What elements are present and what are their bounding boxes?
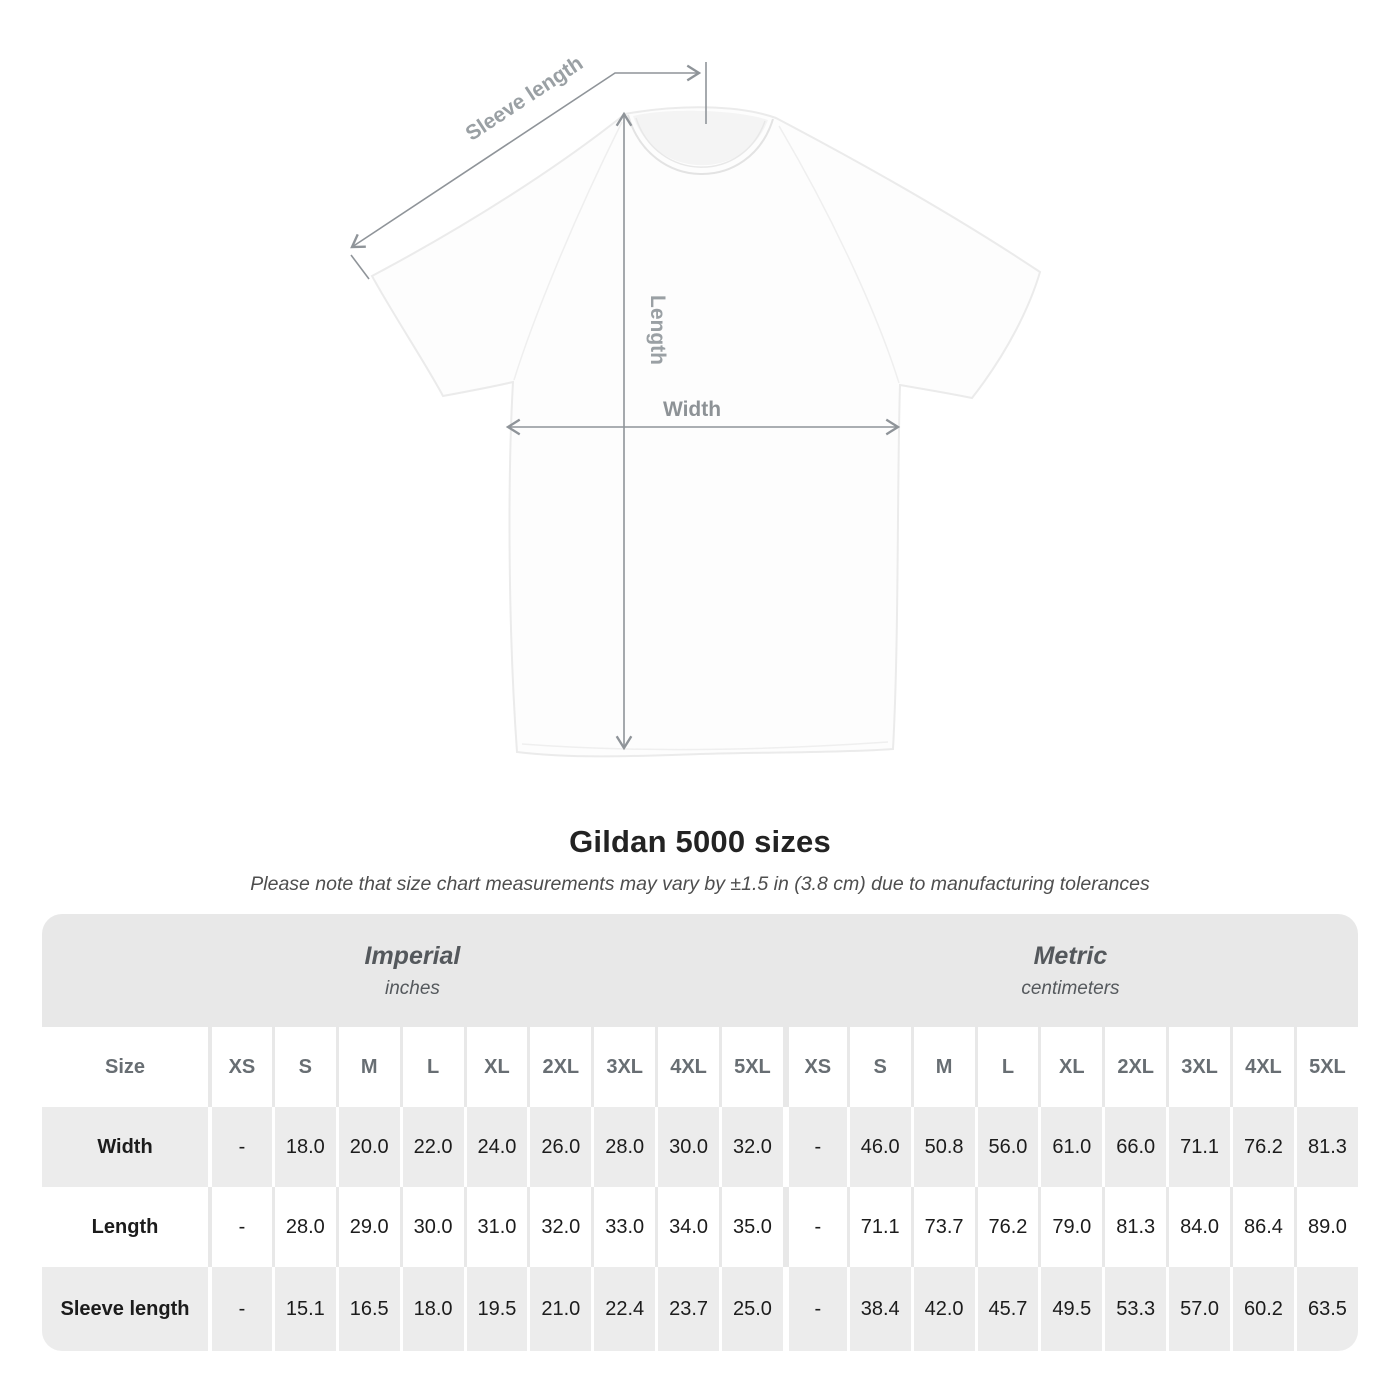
size-header-imperial-l: L <box>400 1027 464 1107</box>
metric-group-header <box>783 914 1358 1027</box>
measurement-cell: 53.3 <box>1102 1267 1166 1351</box>
size-column-header: Size <box>42 1027 208 1107</box>
measurement-row <box>42 1107 1358 1187</box>
measurement-cell: 76.2 <box>975 1187 1039 1267</box>
size-header-metric-s: S <box>847 1027 911 1107</box>
measurement-cell: 84.0 <box>1166 1187 1230 1267</box>
measurement-cell: 56.0 <box>975 1107 1039 1187</box>
measurement-cell: 71.1 <box>1166 1107 1230 1187</box>
measurement-cell: 18.0 <box>272 1107 336 1187</box>
measurement-cell: 35.0 <box>719 1187 783 1267</box>
measurement-cell: 32.0 <box>719 1107 783 1187</box>
width-label: Width <box>662 398 722 421</box>
measurement-cell: 30.0 <box>400 1187 464 1267</box>
measurement-cell: - <box>783 1107 847 1187</box>
measurement-cell: 25.0 <box>719 1267 783 1351</box>
sleeve-length-label: Sleeve length <box>461 51 588 146</box>
measurement-cell: 86.4 <box>1230 1187 1294 1267</box>
measurement-cell: 71.1 <box>847 1187 911 1267</box>
size-header-metric-xl: XL <box>1038 1027 1102 1107</box>
measurement-cell: 29.0 <box>336 1187 400 1267</box>
tolerance-note: Please note that size chart measurements may vary by ±1.5 in (3.8 cm) due to manufacturing tolerances <box>250 873 1150 895</box>
measurement-cell: 60.2 <box>1230 1267 1294 1351</box>
measurement-cell: 81.3 <box>1294 1107 1358 1187</box>
size-header-metric-l: L <box>975 1027 1039 1107</box>
measurement-cell: - <box>783 1187 847 1267</box>
measurement-cell: 18.0 <box>400 1267 464 1351</box>
measurement-cell: 23.7 <box>655 1267 719 1351</box>
measurement-cell: 22.0 <box>400 1107 464 1187</box>
sleeve-tip-witness-line <box>351 255 369 279</box>
measurement-row <box>42 1267 1358 1351</box>
measurement-cell: 81.3 <box>1102 1187 1166 1267</box>
imperial-group-header <box>42 914 783 1027</box>
group-label: Metric <box>1033 941 1108 970</box>
size-header-imperial-4xl: 4XL <box>655 1027 719 1107</box>
measurement-cell: 33.0 <box>591 1187 655 1267</box>
row-label: Length <box>42 1187 208 1267</box>
size-header-imperial-m: M <box>336 1027 400 1107</box>
size-header-imperial-s: S <box>272 1027 336 1107</box>
length-label: Length <box>646 295 669 365</box>
measurement-cell: - <box>208 1267 272 1351</box>
unit-group-header-row <box>42 914 1358 1027</box>
size-header-imperial-3xl: 3XL <box>591 1027 655 1107</box>
measurement-cell: 46.0 <box>847 1107 911 1187</box>
size-header-metric-3xl: 3XL <box>1166 1027 1230 1107</box>
measurement-cell: 79.0 <box>1038 1187 1102 1267</box>
tshirt-body <box>372 107 1040 756</box>
group-label: Imperial <box>364 941 461 970</box>
measurement-cell: 34.0 <box>655 1187 719 1267</box>
measurement-cell: 16.5 <box>336 1267 400 1351</box>
size-header-metric-5xl: 5XL <box>1294 1027 1358 1107</box>
measurement-cell: - <box>783 1267 847 1351</box>
size-table <box>0 914 1400 1351</box>
measurement-cell: 61.0 <box>1038 1107 1102 1187</box>
measurement-cell: 28.0 <box>272 1187 336 1267</box>
measurement-cell: 24.0 <box>464 1107 528 1187</box>
row-label: Sleeve length <box>42 1267 208 1351</box>
measurement-cell: 20.0 <box>336 1107 400 1187</box>
measurement-cell: 89.0 <box>1294 1187 1358 1267</box>
measurement-cell: 15.1 <box>272 1267 336 1351</box>
measurement-cell: 50.8 <box>911 1107 975 1187</box>
size-header-metric-xs: XS <box>783 1027 847 1107</box>
size-header-row <box>42 1027 1358 1107</box>
measurement-cell: - <box>208 1187 272 1267</box>
measurement-cell: 76.2 <box>1230 1107 1294 1187</box>
measurement-cell: 38.4 <box>847 1267 911 1351</box>
measurement-cell: 63.5 <box>1294 1267 1358 1351</box>
size-header-metric-4xl: 4XL <box>1230 1027 1294 1107</box>
row-label: Width <box>42 1107 208 1187</box>
measurement-cell: 28.0 <box>591 1107 655 1187</box>
size-header-metric-2xl: 2XL <box>1102 1027 1166 1107</box>
measurement-cell: 49.5 <box>1038 1267 1102 1351</box>
measurement-cell: 66.0 <box>1102 1107 1166 1187</box>
size-chart-table <box>42 914 1358 1351</box>
measurement-cell: 21.0 <box>527 1267 591 1351</box>
measurement-cell: 19.5 <box>464 1267 528 1351</box>
page-title: Gildan 5000 sizes <box>569 824 831 859</box>
size-header-imperial-5xl: 5XL <box>719 1027 783 1107</box>
measurement-row <box>42 1187 1358 1267</box>
measurement-cell: 31.0 <box>464 1187 528 1267</box>
measurement-cell: 42.0 <box>911 1267 975 1351</box>
group-unit: centimeters <box>1021 977 1120 999</box>
size-header-imperial-2xl: 2XL <box>527 1027 591 1107</box>
tshirt-illustration <box>372 107 1040 756</box>
group-unit: inches <box>384 977 440 999</box>
measurement-cell: 30.0 <box>655 1107 719 1187</box>
measurement-cell: 73.7 <box>911 1187 975 1267</box>
measurement-cell: 22.4 <box>591 1267 655 1351</box>
measurement-cell: 45.7 <box>975 1267 1039 1351</box>
measurement-cell: 26.0 <box>527 1107 591 1187</box>
size-header-imperial-xl: XL <box>464 1027 528 1107</box>
measurement-cell: - <box>208 1107 272 1187</box>
size-header-imperial-xs: XS <box>208 1027 272 1107</box>
measurement-cell: 32.0 <box>527 1187 591 1267</box>
measurement-cell: 57.0 <box>1166 1267 1230 1351</box>
size-header-metric-m: M <box>911 1027 975 1107</box>
